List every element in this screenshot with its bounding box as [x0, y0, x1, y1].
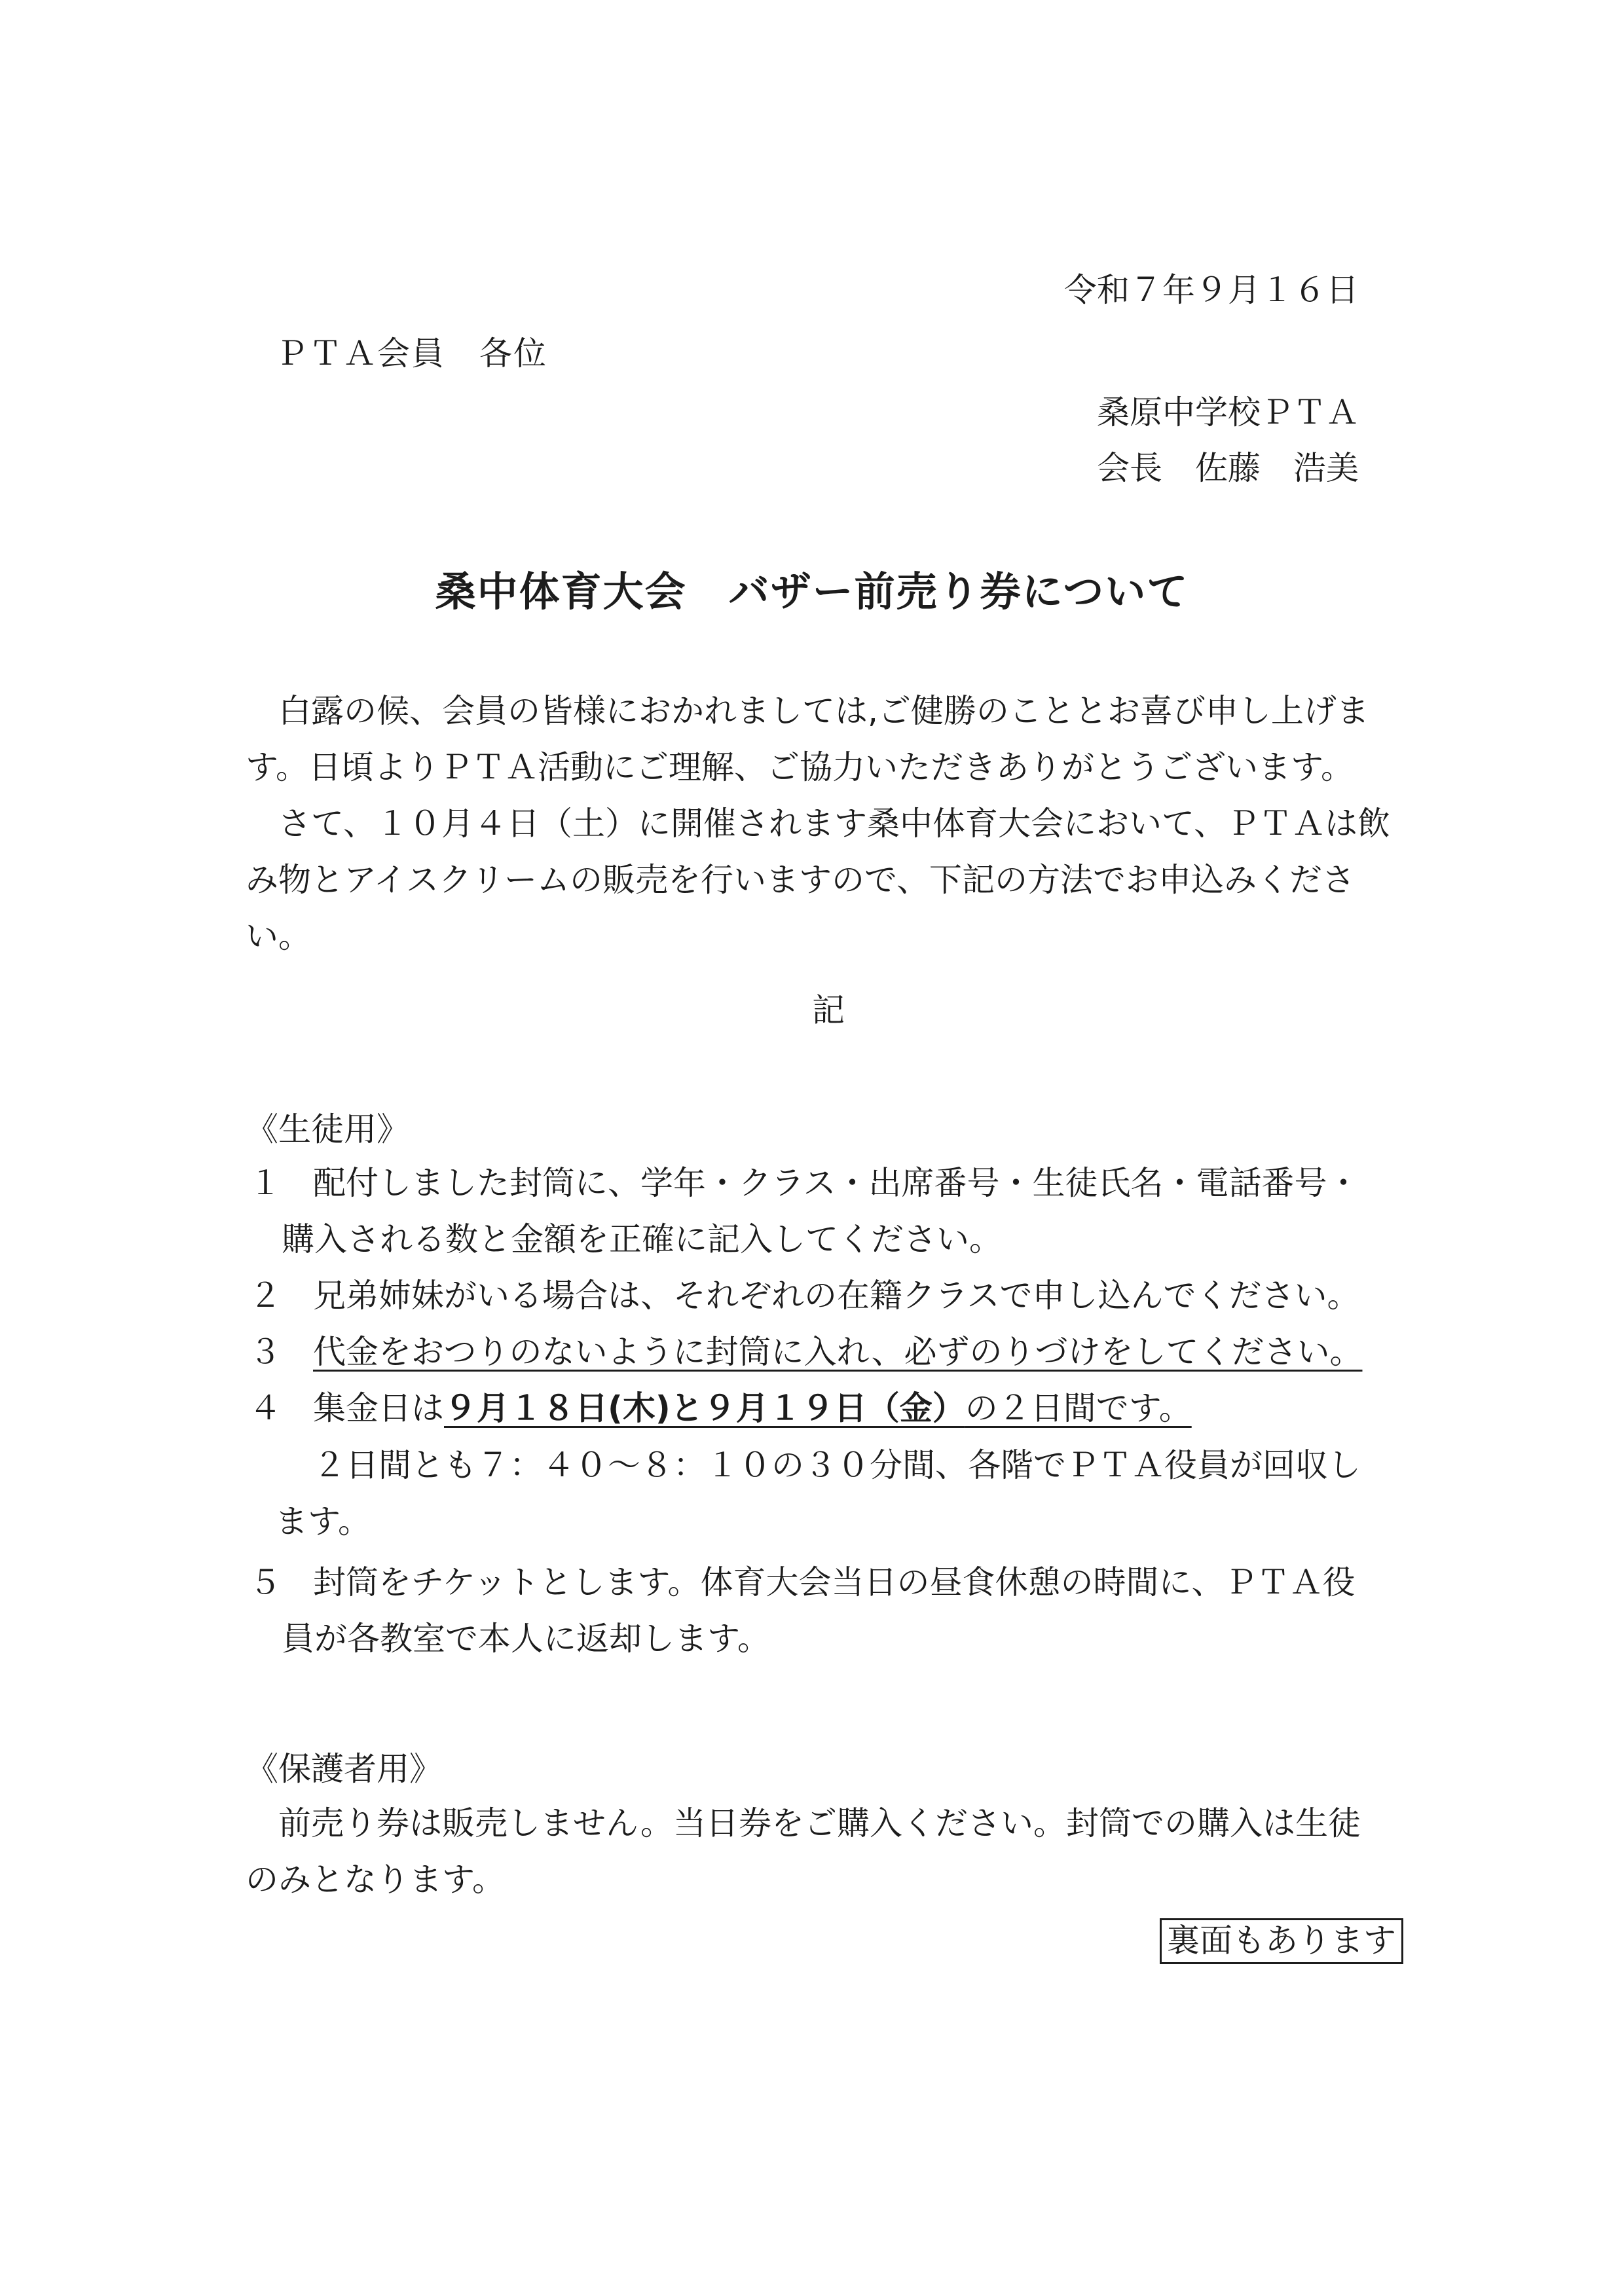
student-item-4-emphasis: ９月１８日(木)と９月１９日（金）: [444, 1389, 965, 1427]
document-title: 桑中体育大会 バザー前売り券について: [435, 568, 1189, 615]
intro-paragraph-1: 白露の候、会員の皆様におかれましては,ご健勝のこととお喜び申し上げます。日頃よりＰＴＡ活動にご理解、ご協力いただきありがとうございます。: [246, 692, 1369, 786]
guardians-text-line-1: 前売り券は販売しません。当日券をご購入ください。封筒での購入は生徒: [278, 1804, 1361, 1842]
student-item-4-detail-cont: ます。: [275, 1503, 371, 1540]
student-item-4-line: [313, 1389, 1192, 1427]
sender-organization: 桑原中学校ＰＴＡ: [1097, 393, 1359, 431]
student-item-1-text: 配付しました封筒に、学年・クラス・出席番号・生徒氏名・電話番号・: [313, 1164, 1360, 1202]
intro-paragraph-2: さて、１０月４日（土）に開催されます桑中体育大会において、ＰＴＡは飲み物とアイスクリームの販売を行いますので、下記の方法でお申込みください。: [246, 805, 1390, 955]
student-item-4-suffix: の２日間です。: [965, 1389, 1192, 1427]
student-item-2-text: 兄弟姉妹がいる場合は、それぞれの在籍クラスで申し込んでください。: [313, 1277, 1360, 1315]
student-item-4-number: ４: [249, 1389, 282, 1427]
student-item-3-number: ３: [249, 1333, 282, 1371]
student-item-5-text: 封筒をチケットとします。体育大会当日の昼食休憩の時間に、ＰＴＡ役: [313, 1563, 1356, 1601]
student-item-1-number: １: [249, 1164, 282, 1202]
student-item-4-detail: ２日間とも７：４０～８：１０の３０分間、各階でＰＴＡ役員が回収し: [313, 1446, 1361, 1484]
student-item-4-prefix: 集金日は: [313, 1389, 444, 1427]
students-heading: 《生徒用》: [246, 1110, 409, 1148]
student-item-3-text: 代金をおつりのないように封筒に入れ、必ずのりづけをしてください。: [313, 1333, 1363, 1371]
sender-name: 会長 佐藤 浩美: [1097, 449, 1359, 487]
guardians-text-line-2: のみとなります。: [246, 1861, 505, 1899]
student-item-5-number: ５: [249, 1563, 282, 1601]
student-item-1-text-cont: 購入される数と金額を正確に記入してください。: [282, 1220, 1002, 1258]
ki-marker: 記: [812, 991, 845, 1029]
student-item-2-number: ２: [249, 1277, 282, 1315]
student-item-5-text-cont: 員が各教室で本人に返却します。: [282, 1620, 770, 1658]
guardians-heading: 《保護者用》: [246, 1750, 442, 1788]
date: 令和７年９月１６日: [1064, 271, 1359, 309]
back-side-note: 裏面もあります: [1160, 1918, 1403, 1964]
addressee: ＰＴＡ会員 各位: [275, 335, 547, 373]
